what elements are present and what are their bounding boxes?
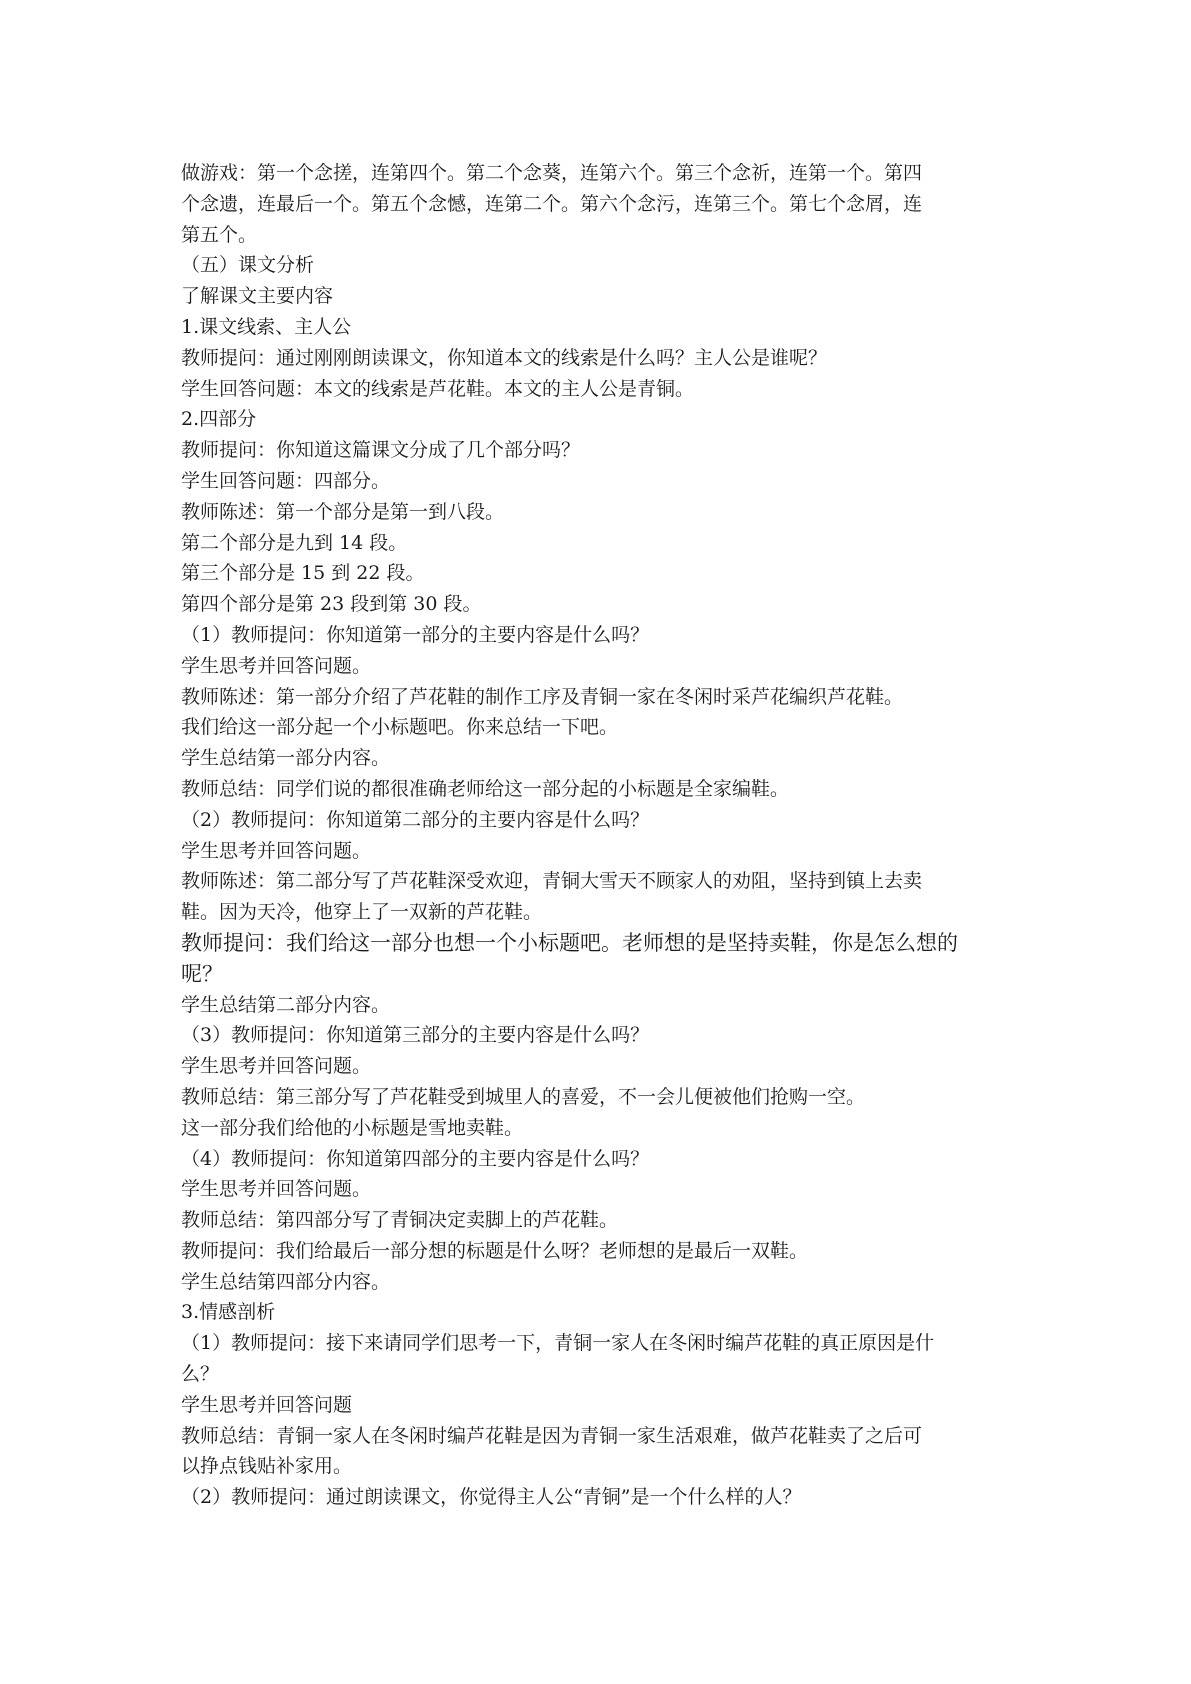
text-line-8: 学生回答问题：本文的线索是芦花鞋。本文的主人公是青铜。 [181, 377, 695, 400]
text-line-10: 教师提问：你知道这篇课文分成了几个部分吗？ [181, 439, 581, 462]
text-line-29: （3）教师提问：你知道第三部分的主要内容是什么吗？ [181, 1024, 650, 1047]
text-line-37: 学生总结第四部分内容。 [181, 1270, 391, 1293]
text-line-26: 教师提问：我们给这一部分也想一个小标题吧。老师想的是坚持卖鞋，你是怎么想的 [181, 930, 958, 955]
text-line-19: 我们给这一部分起一个小标题吧。你来总结一下吧。 [181, 716, 619, 739]
text-line-35: 教师总结：第四部分写了青铜决定卖脚上的芦花鞋。 [181, 1209, 619, 1232]
text-line-17: 学生思考并回答问题。 [181, 654, 372, 677]
text-line-43: 以挣点钱贴补家用。 [181, 1455, 353, 1478]
text-line-18: 教师陈述：第一部分介绍了芦花鞋的制作工序及青铜一家在冬闲时采芦花编织芦花鞋。 [181, 685, 904, 708]
text-line-42: 教师总结：青铜一家人在冬闲时编芦花鞋是因为青铜一家生活艰难，做芦花鞋卖了之后可 [181, 1424, 923, 1447]
text-line-12: 教师陈述：第一个部分是第一到八段。 [181, 500, 505, 523]
text-line-33: （4）教师提问：你知道第四部分的主要内容是什么吗？ [181, 1147, 650, 1170]
subheading-clue-protagonist: 1.课文线索、主人公 [181, 315, 352, 338]
text-line-25: 鞋。因为天冷，他穿上了一双新的芦花鞋。 [181, 901, 543, 924]
document-body [181, 158, 1021, 1513]
text-line-7: 教师提问：通过刚刚朗读课文，你知道本文的线索是什么吗？主人公是谁呢？ [181, 346, 828, 369]
section-heading-text-analysis: （五）课文分析 [181, 254, 315, 277]
text-line-16: （1）教师提问：你知道第一部分的主要内容是什么吗？ [181, 623, 650, 646]
text-line-23: 学生思考并回答问题。 [181, 839, 372, 862]
text-line-40: 么？ [181, 1363, 220, 1386]
text-line-22: （2）教师提问：你知道第二部分的主要内容是什么吗？ [181, 808, 650, 831]
text-line-24: 教师陈述：第二部分写了芦花鞋深受欢迎，青铜大雪天不顾家人的劝阻，坚持到镇上去卖 [181, 870, 923, 893]
text-line-31: 教师总结：第三部分写了芦花鞋受到城里人的喜爱，不一会儿便被他们抢购一空。 [181, 1085, 866, 1108]
text-line-30: 学生思考并回答问题。 [181, 1055, 372, 1078]
text-line-13: 第二个部分是九到 14 段。 [181, 531, 408, 554]
text-line-14: 第三个部分是 15 到 22 段。 [181, 562, 425, 585]
text-line-39: （1）教师提问：接下来请同学们思考一下，青铜一家人在冬闲时编芦花鞋的真正原因是什 [181, 1332, 935, 1355]
subheading-four-parts: 2.四部分 [181, 408, 257, 431]
text-line-20: 学生总结第一部分内容。 [181, 747, 391, 770]
subheading-main-content: 了解课文主要内容 [181, 285, 334, 308]
text-line-1: 做游戏：第一个念搓，连第四个。第二个念葵，连第六个。第三个念祈，连第一个。第四 [181, 162, 923, 184]
text-line-34: 学生思考并回答问题。 [181, 1178, 372, 1201]
text-line-21: 教师总结：同学们说的都很准确老师给这一部分起的小标题是全家编鞋。 [181, 777, 790, 800]
text-line-11: 学生回答问题：四部分。 [181, 469, 391, 492]
subheading-emotion-analysis: 3.情感剖析 [181, 1301, 276, 1324]
text-line-28: 学生总结第二部分内容。 [181, 993, 391, 1016]
text-line-32: 这一部分我们给他的小标题是雪地卖鞋。 [181, 1116, 524, 1139]
text-line-2: 个念遗，连最后一个。第五个念憾，连第二个。第六个念污，连第三个。第七个念屑，连 [181, 192, 923, 215]
text-line-3: 第五个。 [181, 223, 258, 246]
text-line-36: 教师提问：我们给最后一部分想的标题是什么呀？老师想的是最后一双鞋。 [181, 1239, 809, 1262]
text-line-41: 学生思考并回答问题 [181, 1393, 353, 1416]
text-line-27: 呢？ [181, 961, 223, 986]
text-line-15: 第四个部分是第 23 段到第 30 段。 [181, 593, 482, 616]
text-line-44: （2）教师提问：通过朗读课文，你觉得主人公“青铜”是一个什么样的人？ [181, 1486, 802, 1509]
